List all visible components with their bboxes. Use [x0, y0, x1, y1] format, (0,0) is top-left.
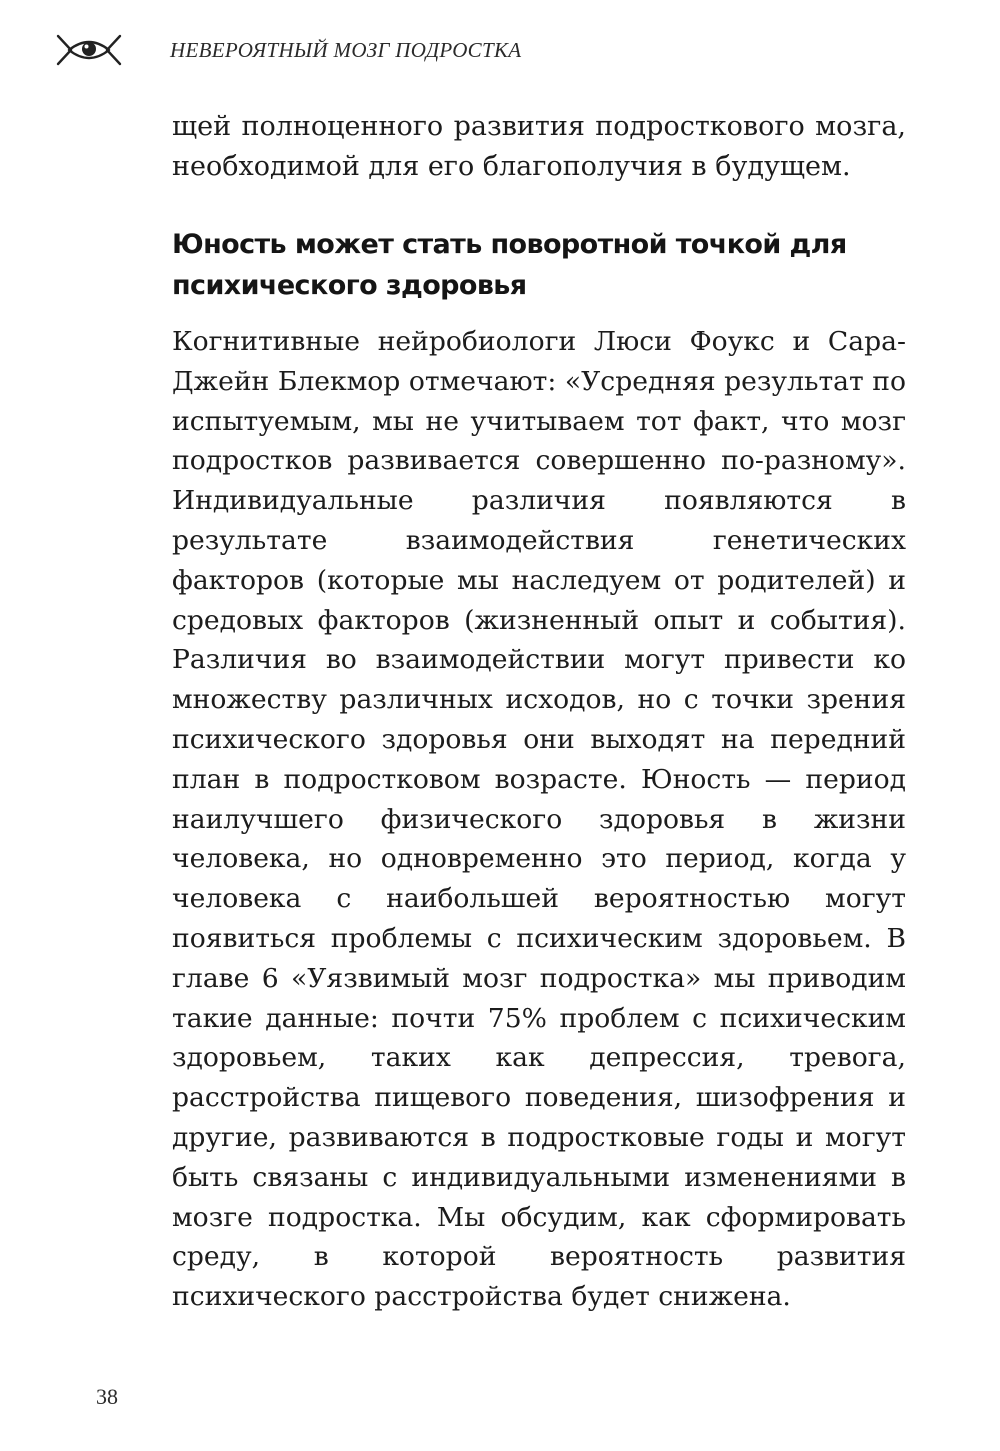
main-paragraph: Когнитивные нейробиологи Люси Фоукс и Сара-Джейн Блекмор отмечают: «Усредняя результат по испытуемым, мы не учитываем тот факт, что мозг подростков развивается совершенно по-разному». Индивидуальные различия появляются в результате взаимодействия генетических факторов (которые мы наследуем от родителей) и средовых факторов (жизненный опыт и события). Различия во взаимодействии могут привести ко множеству различных исходов, но с точки зрения психического здоровья они выходят на передний план в подростковом возрасте. Юность — период наилучшего физического здоровья в жизни человека, но одновременно это период, когда у человека с наибольшей вероятностью могут появиться проблемы с психическим здоровьем. В главе 6 «Уязвимый мозг подростка» мы приводим такие данные: почти 75% проблем с психическим здоровьем, таких как депрессия, тревога, расстройства пищевого поведения, шизофрения и другие, развиваются в подростковые годы и могут быть связаны с индивидуальными изменениями в мозге подростка. Мы обсудим, как сформировать среду, в которой вероятность развития психического расстройства будет снижена. — [172, 326, 906, 1313]
section-heading: Юность может стать поворотной точкой для психического здоровья — [172, 229, 847, 301]
intro-paragraph: щей полноценного развития подросткового мозга, необходимой для его благополучия в будущем. — [172, 111, 906, 182]
eye-icon — [56, 33, 122, 67]
page-number: 38 — [96, 1384, 118, 1409]
running-head — [56, 30, 521, 70]
running-title: НЕВЕРОЯТНЫЙ МОЗГ ПОДРОСТКА — [170, 37, 522, 62]
